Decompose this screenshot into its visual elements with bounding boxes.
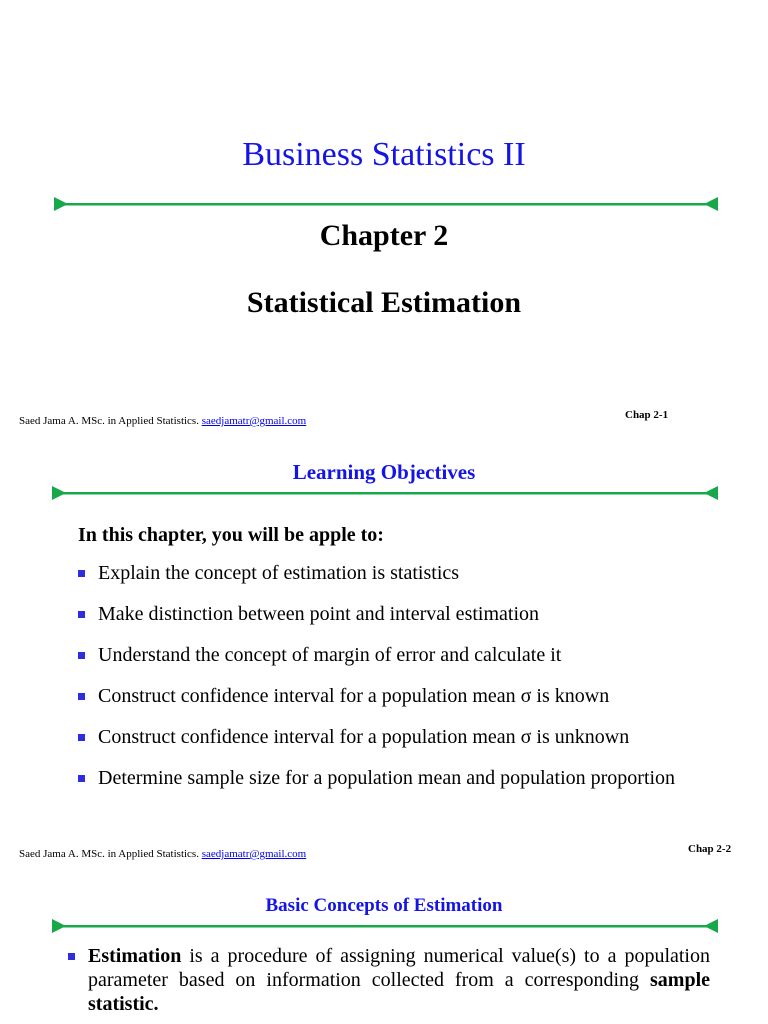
square-bullet-icon [78,570,85,577]
objective-item [78,681,675,722]
definition-text: is a procedure of assigning numerical value(s) to a population parameter based on information collected from a corresponding [88,945,710,991]
title-divider [54,197,718,211]
sample-statistic-term: sample statistic. [88,969,710,1015]
objective-text: Determine sample size for a population mean and population proportion [98,767,676,789]
square-bullet-icon [78,611,85,618]
slide1-footer [19,415,306,427]
footer-email-link[interactable]: saedjamatr@gmail.com [201,848,307,860]
objective-text: Explain the concept of estimation is statistics [98,562,460,584]
square-bullet-icon [78,775,85,782]
objectives-divider [52,486,718,500]
square-bullet-icon [68,953,75,960]
objective-item [78,763,675,804]
objective-item [78,558,675,599]
footer-author: Saed Jama A. MSc. in Applied Statistics. [19,415,199,427]
objective-text: Understand the concept of margin of error and calculate it [98,644,562,666]
slide-number-2: Chap 2-2 [688,843,732,855]
chapter-number: Chapter 2 [319,219,449,252]
square-bullet-icon [78,734,85,741]
objective-item [78,722,675,763]
square-bullet-icon [78,652,85,659]
basic-concepts-heading: Basic Concepts of Estimation [265,895,503,916]
slide-number-1: Chap 2-1 [625,409,669,421]
course-title: Business Statistics II [242,136,526,173]
square-bullet-icon [78,693,85,700]
objective-text: Make distinction between point and interval estimation [98,603,540,625]
objective-text: Construct confidence interval for a population mean σ is known [98,685,610,707]
objectives-intro: In this chapter, you will be apple to: [78,524,384,546]
objective-item [78,640,675,681]
estimation-definition [68,944,710,1016]
objective-item [78,599,675,640]
objectives-list [78,558,675,804]
concepts-divider [52,919,718,933]
learning-objectives-heading: Learning Objectives [292,460,476,484]
chapter-title: Statistical Estimation [246,286,522,319]
footer-email-link[interactable]: saedjamatr@gmail.com [201,415,307,427]
objective-text: Construct confidence interval for a population mean σ is unknown [98,726,630,748]
estimation-term: Estimation [88,945,182,967]
footer-author: Saed Jama A. MSc. in Applied Statistics. [19,848,199,860]
slide2-footer [19,848,306,860]
